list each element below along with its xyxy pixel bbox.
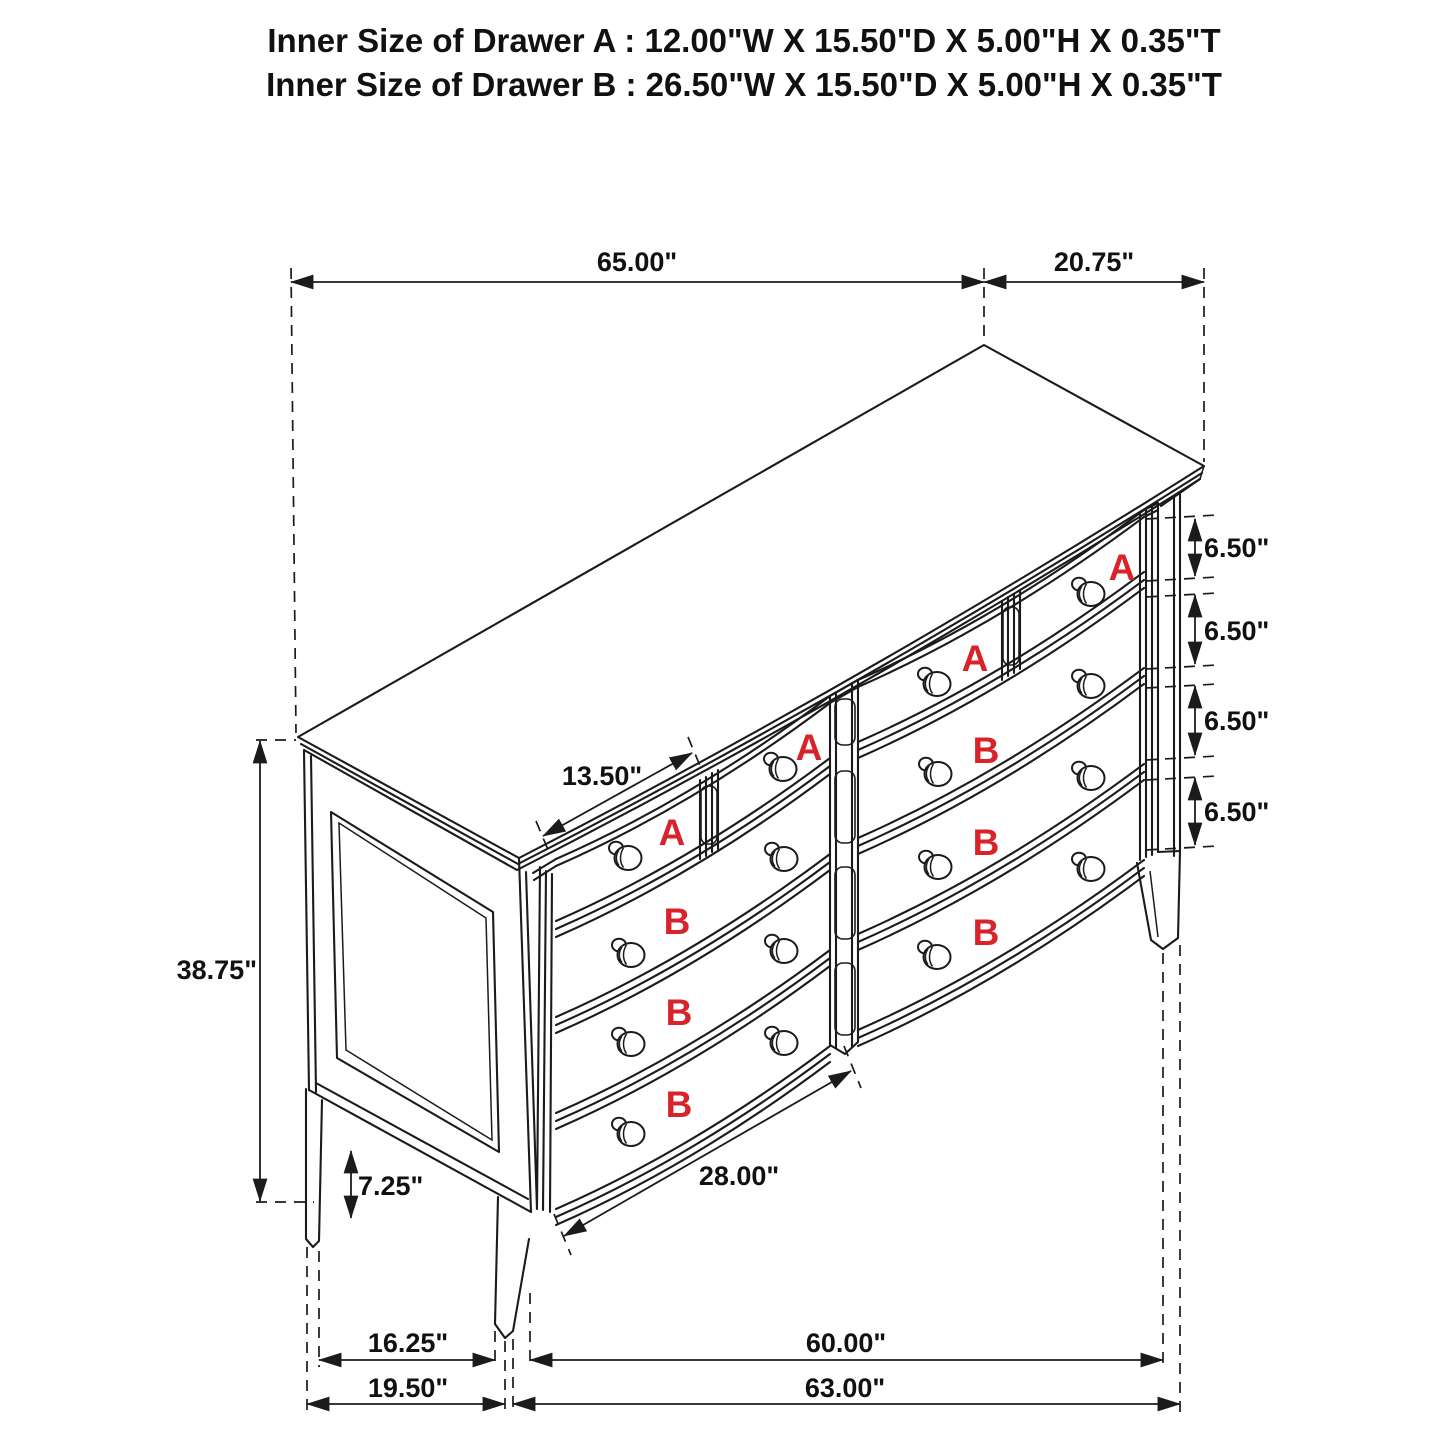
side-inset-panel (331, 812, 499, 1152)
dimension-label-opening-2: 6.50" (1204, 616, 1270, 646)
drawer-knob (918, 668, 951, 696)
drawer-letter: A (795, 727, 823, 768)
drawer-knob (919, 851, 952, 879)
dimension-label-opening-4: 6.50" (1204, 797, 1270, 827)
drawer-knob (765, 843, 798, 871)
dimension-label-opening-1: 6.50" (1204, 533, 1270, 563)
drawer-knob (765, 935, 798, 963)
drawer-knob (765, 1027, 798, 1055)
drawer-letter: A (658, 812, 686, 853)
dimension-drawer-openings (1195, 519, 1269, 845)
dimension-front-width (513, 1373, 1180, 1404)
drawer-knob (1072, 762, 1105, 790)
dimension-side-depth (307, 1373, 505, 1404)
title-line-1: Inner Size of Drawer A : 12.00"W X 15.50"D X 5.00"H X 0.35"T (267, 22, 1221, 59)
left-side-panel (304, 751, 537, 1212)
dimension-label-front-width: 63.00" (804, 1373, 886, 1403)
drawer-knob (764, 753, 797, 781)
dimension-side-leg-spacing (319, 1328, 495, 1360)
front-right-leg (1137, 851, 1180, 949)
dimension-label-front-leg-spacing: 60.00" (805, 1328, 887, 1358)
dimension-drawer-b-width (564, 1071, 851, 1236)
drawer-letter: A (1108, 547, 1136, 588)
drawer-knob (1072, 578, 1105, 606)
drawer-knob (609, 842, 642, 870)
drawer-knob (1072, 670, 1105, 698)
dimension-label-side-depth: 19.50" (367, 1373, 449, 1403)
drawer-letter: B (663, 901, 691, 942)
drawer-letter: B (972, 730, 1000, 771)
dimension-label-opening-3: 6.50" (1204, 706, 1270, 736)
dimension-front-leg-spacing (530, 1328, 1163, 1360)
front-left-leg (495, 1197, 529, 1338)
dimension-label-overall-depth: 20.75" (1053, 247, 1135, 277)
title-line-2: Inner Size of Drawer B : 26.50"W X 15.50"D X 5.00"H X 0.35"T (266, 66, 1222, 103)
dimension-overall-depth (984, 247, 1204, 282)
dimension-label-drawer-b-width: 28.00" (698, 1161, 780, 1191)
drawer-letter: B (665, 992, 693, 1033)
dimension-label-overall-height: 38.75" (176, 955, 257, 985)
drawer-knob (612, 1028, 645, 1056)
drawer-letter: A (961, 638, 989, 679)
drawer-letter: B (972, 912, 1000, 953)
dimension-label-leg-height: 7.25" (358, 1171, 424, 1201)
dimension-label-side-leg-spacing: 16.25" (367, 1328, 449, 1358)
dimension-leg-height (351, 1151, 423, 1218)
drawer-letter: B (665, 1084, 693, 1125)
dimension-label-overall-width: 65.00" (596, 247, 678, 277)
drawer-knob (918, 941, 951, 969)
dimension-overall-height (177, 741, 260, 1201)
drawer-knob (612, 1118, 645, 1146)
back-left-leg (306, 1089, 322, 1247)
drawer-letter: B (972, 822, 1000, 863)
drawer-knob (612, 939, 645, 967)
dimension-label-drawer-a-width: 13.50" (561, 761, 643, 791)
drawer-knob (1072, 853, 1105, 881)
drawer-knob (919, 758, 952, 786)
dimension-overall-width (291, 247, 984, 282)
drawer-knobs (609, 578, 1105, 1146)
top-surface (298, 345, 1204, 870)
